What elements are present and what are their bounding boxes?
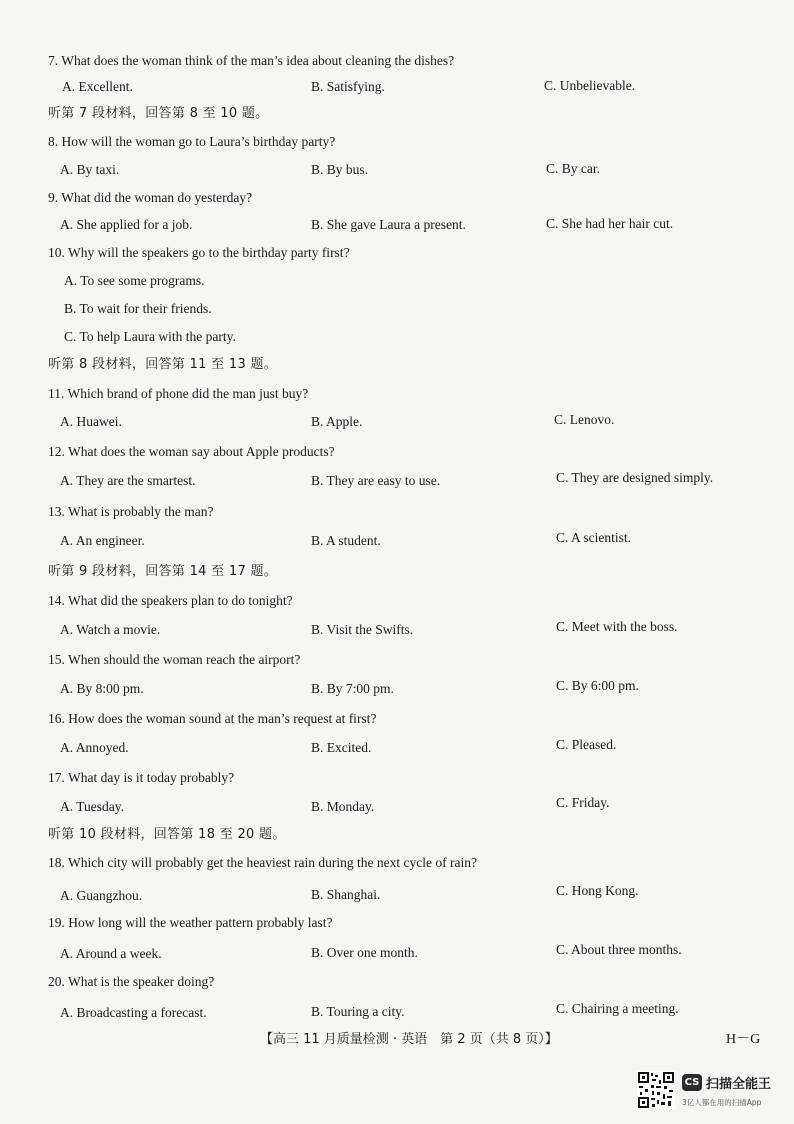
question-11-stem: 11. Which brand of phone did the man just buy?	[48, 386, 309, 401]
question-13-option-c: C. A scientist.	[556, 530, 632, 545]
question-13-option-b: B. A student.	[311, 533, 381, 548]
section-heading-8: 听第 8 段材料，回答第 11 至 13 题。	[48, 357, 278, 372]
question-16-option-b: B. Excited.	[311, 740, 372, 755]
question-19-option-b: B. Over one month.	[311, 945, 418, 960]
question-10-option-a: A. To see some programs.	[64, 273, 205, 288]
question-18-option-c: C. Hong Kong.	[556, 883, 639, 898]
question-10-stem: 10. Why will the speakers go to the birthday party first?	[48, 245, 350, 260]
question-15-option-a: A. By 8:00 pm.	[60, 681, 144, 696]
question-18-stem: 18. Which city will probably get the heaviest rain during the next cycle of rain?	[48, 855, 477, 870]
question-17-option-c: C. Friday.	[556, 795, 610, 810]
question-11-option-b: B. Apple.	[311, 414, 363, 429]
question-15-stem: 15. When should the woman reach the airport?	[48, 652, 301, 667]
question-17-option-a: A. Tuesday.	[60, 799, 125, 814]
question-18-option-b: B. Shanghai.	[311, 887, 381, 902]
question-14-option-a: A. Watch a movie.	[60, 622, 161, 637]
question-8-option-c: C. By car.	[546, 161, 600, 176]
question-19-stem: 19. How long will the weather pattern probably last?	[48, 915, 333, 930]
question-19-option-a: A. Around a week.	[60, 946, 162, 961]
qr-code-icon	[637, 1071, 675, 1109]
question-13-stem: 13. What is probably the man?	[48, 504, 214, 519]
question-12-stem: 12. What does the woman say about Apple products?	[48, 444, 335, 459]
section-heading-9: 听第 9 段材料，回答第 14 至 17 题。	[48, 564, 278, 579]
question-16-stem: 16. How does the woman sound at the man’s request at first?	[48, 711, 377, 726]
question-11-option-a: A. Huawei.	[60, 414, 122, 429]
camscanner-logo-icon: CS	[682, 1074, 702, 1091]
question-7-stem: 7. What does the woman think of the man’s idea about cleaning the dishes?	[48, 53, 455, 68]
question-16-option-c: C. Pleased.	[556, 737, 617, 752]
question-14-option-c: C. Meet with the boss.	[556, 619, 678, 634]
question-12-option-b: B. They are easy to use.	[311, 473, 441, 488]
question-9-option-c: C. She had her hair cut.	[546, 216, 674, 231]
question-11-option-c: C. Lenovo.	[554, 412, 615, 427]
question-7-option-b: B. Satisfying.	[311, 79, 385, 94]
question-9-option-a: A. She applied for a job.	[60, 217, 193, 232]
question-20-option-c: C. Chairing a meeting.	[556, 1001, 679, 1016]
question-8-option-b: B. By bus.	[311, 162, 369, 177]
question-10-option-c: C. To help Laura with the party.	[64, 329, 236, 344]
question-8-stem: 8. How will the woman go to Laura’s birthday party?	[48, 134, 336, 149]
question-15-option-b: B. By 7:00 pm.	[311, 681, 394, 696]
question-10-option-b: B. To wait for their friends.	[64, 301, 212, 316]
scanner-app-subtitle: 3亿人都在用的扫描App	[682, 1098, 762, 1107]
question-13-option-a: A. An engineer.	[60, 533, 145, 548]
question-14-option-b: B. Visit the Swifts.	[311, 622, 414, 637]
question-15-option-c: C. By 6:00 pm.	[556, 678, 639, 693]
paper-code: H－G	[726, 1032, 761, 1047]
question-19-option-c: C. About three months.	[556, 942, 682, 957]
page-footer: 【高三 11 月质量检测 · 英语 第 2 页（共 8 页）】	[260, 1032, 558, 1047]
question-7-option-c: C. Unbelievable.	[544, 78, 636, 93]
question-20-option-a: A. Broadcasting a forecast.	[60, 1005, 207, 1020]
question-8-option-a: A. By taxi.	[60, 162, 120, 177]
question-17-stem: 17. What day is it today probably?	[48, 770, 235, 785]
question-9-option-b: B. She gave Laura a present.	[311, 217, 466, 232]
question-20-option-b: B. Touring a city.	[311, 1004, 405, 1019]
question-9-stem: 9. What did the woman do yesterday?	[48, 190, 253, 205]
section-heading-10: 听第 10 段材料，回答第 18 至 20 题。	[48, 827, 286, 842]
question-18-option-a: A. Guangzhou.	[60, 888, 143, 903]
question-16-option-a: A. Annoyed.	[60, 740, 129, 755]
question-12-option-c: C. They are designed simply.	[556, 470, 714, 485]
question-7-option-a: A. Excellent.	[62, 79, 133, 94]
section-heading-7: 听第 7 段材料，回答第 8 至 10 题。	[48, 106, 269, 121]
question-12-option-a: A. They are the smartest.	[60, 473, 196, 488]
scanner-app-title: 扫描全能王	[706, 1077, 772, 1092]
question-14-stem: 14. What did the speakers plan to do tonight?	[48, 593, 293, 608]
question-17-option-b: B. Monday.	[311, 799, 375, 814]
question-20-stem: 20. What is the speaker doing?	[48, 974, 215, 989]
